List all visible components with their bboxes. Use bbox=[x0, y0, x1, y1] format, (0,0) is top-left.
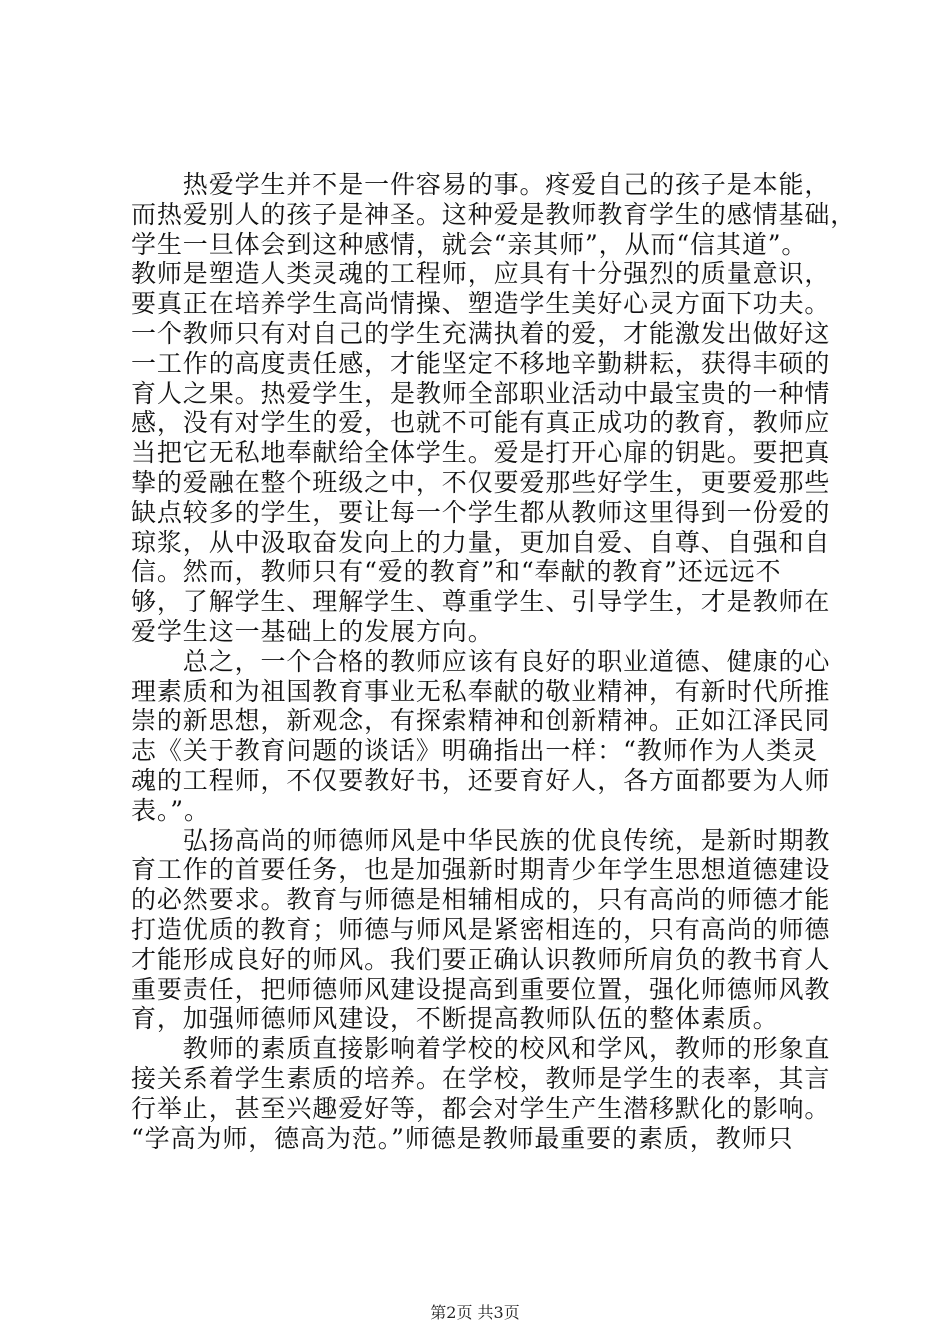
text-line: 接关系着学生素质的培养。在学校，教师是学生的表率，其言 bbox=[131, 1063, 831, 1093]
text-line: “学高为师，德高为范。”师德是教师最重要的素质，教师只 bbox=[131, 1123, 794, 1153]
text-line: 缺点较多的学生，要让每一个学生都从教师这里得到一份爱的 bbox=[131, 497, 831, 527]
page-number-footer: 第2页 共3页 bbox=[430, 1303, 520, 1322]
text-line: 爱学生这一基础上的发展方向。 bbox=[131, 616, 494, 646]
text-line: 打造优质的教育；师德与师风是紧密相连的，只有高尚的师德 bbox=[131, 914, 831, 944]
text-line: 当把它无私地奉献给全体学生。爱是打开心扉的钥匙。要把真 bbox=[131, 438, 831, 468]
text-line: 育人之果。热爱学生，是教师全部职业活动中最宝贵的一种情 bbox=[131, 378, 831, 408]
text-line: 热爱学生并不是一件容易的事。疼爱自己的孩子是本能， bbox=[131, 170, 831, 199]
text-line: 的必然要求。教育与师德是相辅相成的，只有高尚的师德才能 bbox=[131, 885, 831, 915]
text-line: 教师是塑造人类灵魂的工程师，应具有十分强烈的质量意识， bbox=[131, 259, 831, 289]
text-line: 行举止，甚至兴趣爱好等，都会对学生产生潜移默化的影响。 bbox=[131, 1093, 831, 1123]
text-line: 志《关于教育问题的谈话》明确指出一样：“教师作为人类灵 bbox=[131, 736, 819, 766]
text-line: 信。然而，教师只有“爱的教育”和“奉献的教育”还远远不 bbox=[131, 557, 782, 587]
text-line: 育工作的首要任务，也是加强新时期青少年学生思想道德建设 bbox=[131, 855, 831, 885]
text-line: 总之，一个合格的教师应该有良好的职业道德、健康的心 bbox=[131, 646, 831, 676]
text-line: 一个教师只有对自己的学生充满执着的爱，才能激发出做好这 bbox=[131, 318, 831, 348]
text-line: 够，了解学生、理解学生、尊重学生、引导学生，才是教师在 bbox=[131, 587, 831, 617]
document-body bbox=[131, 170, 857, 1153]
text-line: 教师的素质直接影响着学校的校风和学风，教师的形象直 bbox=[131, 1034, 831, 1064]
text-line: 学生一旦体会到这种感情，就会“亲其师”，从而“信其道”。 bbox=[131, 229, 808, 259]
text-line: 理素质和为祖国教育事业无私奉献的敬业精神，有新时代所推 bbox=[131, 676, 831, 706]
text-line: 育，加强师德师风建设，不断提高教师队伍的整体素质。 bbox=[131, 1004, 779, 1034]
text-line: 一工作的高度责任感，才能坚定不移地辛勤耕耘，获得丰硕的 bbox=[131, 348, 831, 378]
text-line: 表。”。 bbox=[131, 795, 210, 825]
text-line: 才能形成良好的师风。我们要正确认识教师所肩负的教书育人 bbox=[131, 944, 831, 974]
text-line: 琼浆，从中汲取奋发向上的力量，更加自爱、自尊、自强和自 bbox=[131, 527, 831, 557]
text-line: 挚的爱融在整个班级之中，不仅要爱那些好学生，更要爱那些 bbox=[131, 467, 831, 497]
text-line: 而热爱别人的孩子是神圣。这种爱是教师教育学生的感情基础， bbox=[131, 199, 857, 229]
text-line: 魂的工程师，不仅要教好书，还要育好人，各方面都要为人师 bbox=[131, 765, 831, 795]
text-line: 感，没有对学生的爱，也就不可能有真正成功的教育，教师应 bbox=[131, 408, 831, 438]
text-line: 崇的新思想，新观念，有探索精神和创新精神。正如江泽民同 bbox=[131, 706, 831, 736]
text-line: 重要责任，把师德师风建设提高到重要位置，强化师德师风教 bbox=[131, 974, 831, 1004]
text-line: 要真正在培养学生高尚情操、塑造学生美好心灵方面下功夫。 bbox=[131, 289, 831, 319]
text-line: 弘扬高尚的师德师风是中华民族的优良传统，是新时期教 bbox=[131, 825, 831, 855]
